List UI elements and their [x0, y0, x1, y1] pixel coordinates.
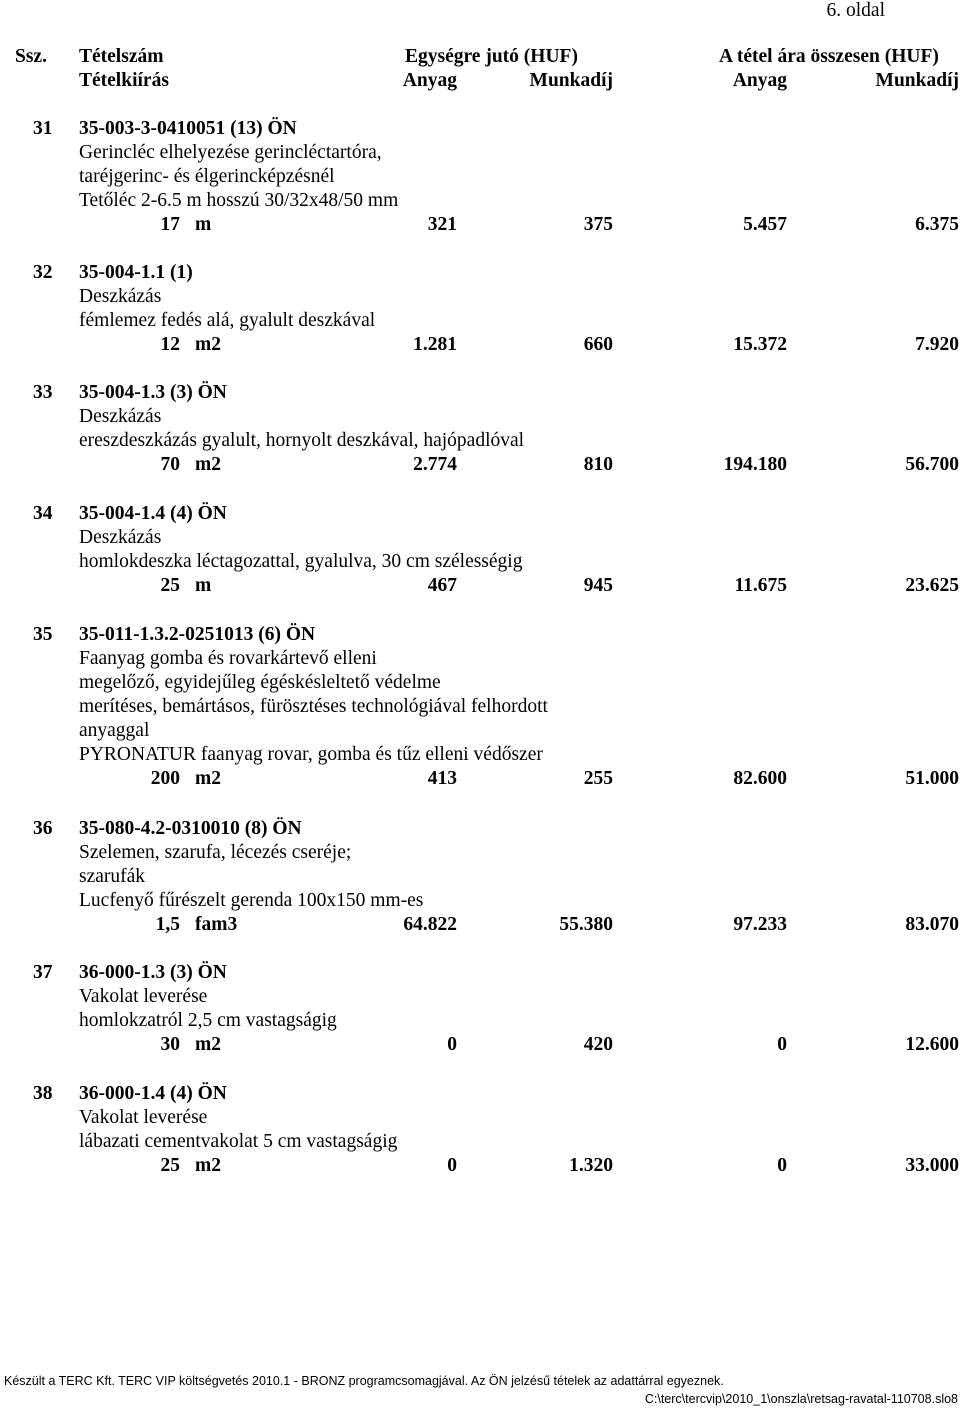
- item-code: 35-003-3-0410051 (13) ÖN: [79, 118, 297, 139]
- header-tetelszam: Tételszám: [79, 46, 164, 67]
- item-quantity: 30: [160, 1034, 180, 1055]
- header-egysegre-juto: Egységre jutó (HUF): [405, 46, 578, 67]
- item-quantity-row: [0, 574, 960, 598]
- item-number: 34: [33, 503, 53, 524]
- item-anyag-egyseg: 64.822: [403, 914, 457, 935]
- item-quantity-row: [0, 213, 960, 237]
- item-code: 36-000-1.3 (3) ÖN: [79, 962, 227, 983]
- item-munkadij-egyseg: 255: [583, 768, 613, 789]
- item-description-line: anyaggal: [79, 720, 150, 741]
- item-quantity-row: [0, 1033, 960, 1057]
- item-description-line: taréjgerinc- és élgerincképzésnél: [79, 166, 335, 187]
- item-unit: m2: [195, 768, 221, 789]
- item-anyag-osszesen: 5.457: [743, 214, 787, 235]
- item-quantity: 25: [160, 575, 180, 596]
- item-code: 36-000-1.4 (4) ÖN: [79, 1083, 227, 1104]
- item-anyag-egyseg: 467: [427, 575, 457, 596]
- item-quantity: 70: [160, 454, 180, 475]
- item-code: 35-004-1.4 (4) ÖN: [79, 503, 227, 524]
- item-description-line: Szelemen, szarufa, lécezés cseréje;: [79, 842, 352, 863]
- item-description-line: homlokdeszka léctagozattal, gyalulva, 30 cm szélességig: [79, 551, 523, 572]
- item-unit: m2: [195, 334, 221, 355]
- item-quantity-row: [0, 333, 960, 357]
- item-number: 38: [33, 1083, 53, 1104]
- item-description-line: Lucfenyő fűrészelt gerenda 100x150 mm-es: [79, 890, 424, 911]
- item-description-line: PYRONATUR faanyag rovar, gomba és tűz elleni védőszer: [79, 744, 543, 765]
- item-description-line: merítéses, bemártásos, fürösztéses technológiával felhordott: [79, 696, 548, 717]
- item-description-line: fémlemez fedés alá, gyalult deszkával: [79, 310, 376, 331]
- item-munkadij-egyseg: 945: [583, 575, 613, 596]
- item-anyag-osszesen: 0: [777, 1155, 787, 1176]
- item-description-line: Deszkázás: [79, 406, 162, 427]
- item-munkadij-egyseg: 420: [583, 1034, 613, 1055]
- header-ssz: Ssz.: [15, 46, 47, 67]
- item-munkadij-osszesen: 83.070: [905, 914, 959, 935]
- item-quantity: 200: [150, 768, 180, 789]
- item-description-line: megelőző, egyidejűleg égéskésleltető védelme: [79, 672, 441, 693]
- item-description-line: Deszkázás: [79, 527, 162, 548]
- item-munkadij-osszesen: 33.000: [905, 1155, 959, 1176]
- item-code: 35-004-1.1 (1): [79, 262, 193, 283]
- item-anyag-osszesen: 11.675: [734, 575, 787, 596]
- item-description-line: szarufák: [79, 866, 146, 887]
- header-anyag-egyseg: Anyag: [402, 70, 457, 91]
- item-unit: m2: [195, 1155, 221, 1176]
- item-description-line: Deszkázás: [79, 286, 162, 307]
- item-munkadij-egyseg: 1.320: [569, 1155, 613, 1176]
- item-code: 35-004-1.3 (3) ÖN: [79, 382, 227, 403]
- item-anyag-osszesen: 194.180: [723, 454, 787, 475]
- item-number: 31: [33, 118, 53, 139]
- item-description-line: lábazati cementvakolat 5 cm vastagságig: [79, 1131, 398, 1152]
- item-quantity-row: [0, 453, 960, 477]
- item-code: 35-011-1.3.2-0251013 (6) ÖN: [79, 624, 316, 645]
- item-unit: m: [195, 575, 212, 596]
- item-quantity: 12: [160, 334, 180, 355]
- item-munkadij-egyseg: 55.380: [559, 914, 613, 935]
- item-munkadij-egyseg: 810: [583, 454, 613, 475]
- footer-path: C:\terc\tercvip\2010_1\onszla\retsag-ravatal-110708.slo8: [644, 1392, 958, 1406]
- item-number: 37: [33, 962, 53, 983]
- item-anyag-osszesen: 15.372: [733, 334, 787, 355]
- item-unit: m2: [195, 1034, 221, 1055]
- item-unit: m2: [195, 454, 221, 475]
- item-munkadij-osszesen: 51.000: [905, 768, 959, 789]
- item-anyag-egyseg: 2.774: [413, 454, 457, 475]
- item-quantity: 17: [160, 214, 180, 235]
- item-description-line: Vakolat leverése: [79, 986, 208, 1007]
- item-unit: m: [195, 214, 212, 235]
- item-description-line: homlokzatról 2,5 cm vastagságig: [79, 1010, 337, 1031]
- item-anyag-egyseg: 413: [427, 768, 457, 789]
- item-number: 32: [33, 262, 53, 283]
- item-anyag-egyseg: 321: [427, 214, 457, 235]
- header-tetelkiiras: Tételkiírás: [79, 70, 169, 91]
- page-number: 6. oldal: [826, 0, 885, 21]
- item-munkadij-osszesen: 23.625: [905, 575, 959, 596]
- item-number: 33: [33, 382, 53, 403]
- item-anyag-osszesen: 0: [777, 1034, 787, 1055]
- item-quantity-row: [0, 1154, 960, 1178]
- item-description-line: Vakolat leverése: [79, 1107, 208, 1128]
- item-anyag-osszesen: 82.600: [733, 768, 787, 789]
- header-anyag-osszesen: Anyag: [732, 70, 787, 91]
- item-description-line: ereszdeszkázás gyalult, hornyolt deszkával, hajópadlóval: [79, 430, 525, 451]
- item-quantity: 1,5: [155, 914, 180, 935]
- item-unit: fam3: [195, 914, 238, 935]
- item-description-line: Gerincléc elhelyezése gerincléctartóra,: [79, 142, 382, 163]
- item-munkadij-osszesen: 6.375: [915, 214, 959, 235]
- item-quantity: 25: [160, 1155, 180, 1176]
- item-munkadij-egyseg: 375: [583, 214, 613, 235]
- item-munkadij-osszesen: 7.920: [915, 334, 959, 355]
- header-tetel-ara-osszesen: A tétel ára összesen (HUF): [719, 46, 939, 67]
- item-number: 35: [33, 624, 53, 645]
- item-munkadij-egyseg: 660: [583, 334, 613, 355]
- header-munkadij-osszesen: Munkadíj: [875, 70, 959, 91]
- footer-note: Készült a TERC Kft. TERC VIP költségvetés 2010.1 - BRONZ programcsomagjával. Az ÖN jelzésű tételek az adattárral egyeznek.: [4, 1374, 724, 1388]
- item-description-line: Faanyag gomba és rovarkártevő elleni: [79, 648, 377, 669]
- item-code: 35-080-4.2-0310010 (8) ÖN: [79, 818, 302, 839]
- item-quantity-row: [0, 767, 960, 791]
- item-anyag-egyseg: 0: [447, 1034, 457, 1055]
- item-description-line: Tetőléc 2-6.5 m hosszú 30/32x48/50 mm: [79, 190, 399, 211]
- item-munkadij-osszesen: 12.600: [905, 1034, 959, 1055]
- item-anyag-osszesen: 97.233: [733, 914, 787, 935]
- item-anyag-egyseg: 1.281: [413, 334, 457, 355]
- item-quantity-row: [0, 913, 960, 937]
- header-munkadij-egyseg: Munkadíj: [529, 70, 613, 91]
- item-number: 36: [33, 818, 53, 839]
- item-munkadij-osszesen: 56.700: [905, 454, 959, 475]
- item-anyag-egyseg: 0: [447, 1155, 457, 1176]
